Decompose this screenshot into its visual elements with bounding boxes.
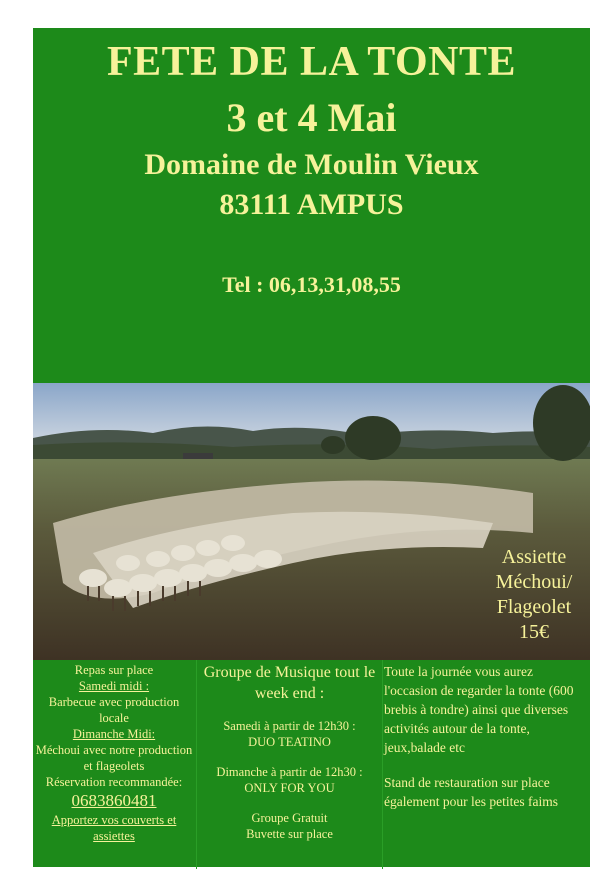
reservation-phone[interactable]: 0683860481 xyxy=(71,791,157,810)
sunday-band: ONLY FOR YOU xyxy=(244,781,335,795)
bring-cutlery-note: Apportez vos couverts et assiettes xyxy=(51,813,177,843)
food-stand-text: Stand de restauration sur place également pour les petites faims xyxy=(384,775,558,809)
poster-header xyxy=(33,28,590,383)
saturday-music-time: Samedi à partir de 12h30 : xyxy=(223,719,356,733)
bar-note: Buvette sur place xyxy=(246,827,333,841)
price-line-3: Flageolet xyxy=(496,596,572,618)
music-column xyxy=(196,660,383,869)
price-line-1: Assiette xyxy=(501,546,567,568)
saturday-lunch-text: Barbecue avec production locale xyxy=(48,695,180,725)
activities-text: Toute la journée vous aurez l'occasion de regarder la tonte (600 brebis à tondre) ainsi que diverses activités autour de la tonte, jeux,balade etc xyxy=(384,664,574,755)
event-dates: 3 et 4 Mai xyxy=(226,95,397,140)
saturday-lunch-label: Samedi midi : xyxy=(78,679,150,693)
reservation-label: Réservation recommandée: xyxy=(45,775,183,789)
event-phone: Tel : 06,13,31,08,55 xyxy=(222,272,401,297)
sunday-lunch-label: Dimanche Midi: xyxy=(72,727,156,741)
poster xyxy=(33,28,590,867)
price-value: 15€ xyxy=(519,621,549,643)
music-heading: Groupe de Musique tout le week end : xyxy=(203,664,376,702)
sunday-music-time: Dimanche à partir de 12h30 : xyxy=(216,765,363,779)
event-city: 83111 AMPUS xyxy=(219,188,404,221)
price-line-2: Méchoui/ xyxy=(495,571,573,593)
saturday-band: DUO TEATINO xyxy=(248,735,331,749)
price-box xyxy=(484,545,584,645)
event-place: Domaine de Moulin Vieux xyxy=(144,148,479,181)
sunday-lunch-text: Méchoui avec notre production et flageolets xyxy=(35,743,193,773)
event-title: FETE DE LA TONTE xyxy=(106,39,517,85)
activities-column xyxy=(382,660,589,869)
free-band-note: Groupe Gratuit xyxy=(251,811,328,825)
meals-heading: Repas sur place xyxy=(74,663,154,677)
meals-column xyxy=(33,660,195,869)
